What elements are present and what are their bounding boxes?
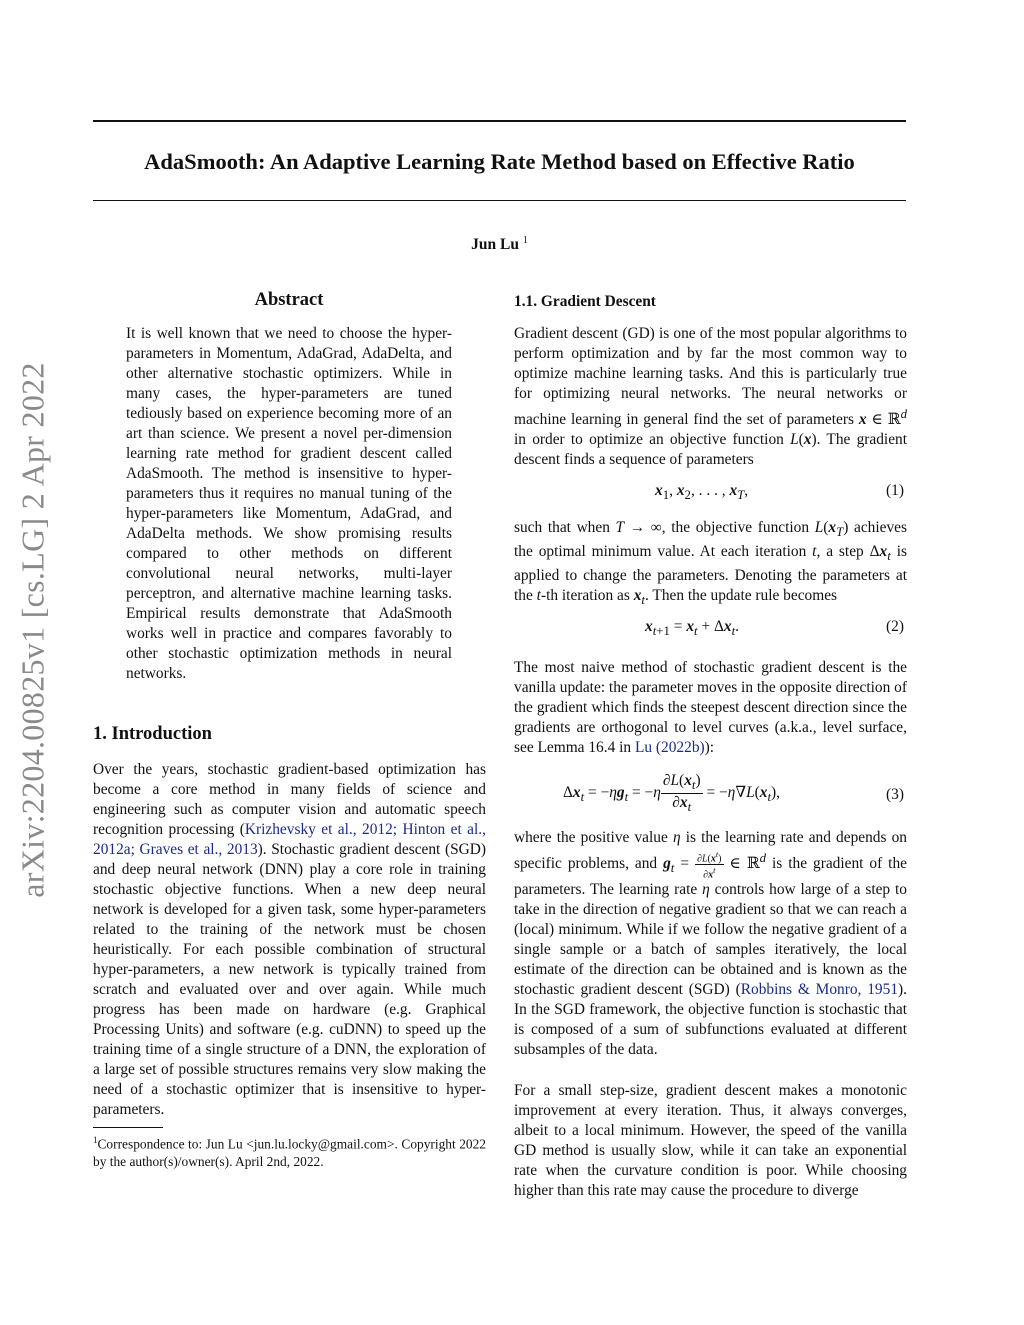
abstract-text xyxy=(126,324,452,684)
equation-3-number: (3) xyxy=(886,786,904,803)
footnote xyxy=(93,1131,486,1171)
gd-paragraph-1: Gradient descent (GD) is one of the most popular algorithms to perform optimization and by far the most common way to optimize machine learning tasks. And this is particularly true for optimizing neural networks. The neural networks or machine learning in general find the set of parameters x ∈ ℝ$^d$ in order to optimize an objective function L(x). The gradient descent finds a sequence of parameters xyxy=(514,325,908,469)
arxiv-identifier: arXiv:2204.00825v1 [cs.LG] 2 Apr 2022 xyxy=(14,362,51,898)
paper-title: AdaSmooth: An Adaptive Learning Rate Method based on Effective Ratio xyxy=(144,149,855,174)
abstract-paragraph: It is well known that we need to choose the hyper-parameters in Momentum, AdaGrad, AdaDelta, and other alternative stochastic optimizers. While in many cases, the hyper-parameters are tuned tediously based on experience becoming more of an art than science. We present a novel per-dimension learning rate method for gradient descent called AdaSmooth. The method is insensitive to hyper-parameters thus it requires no manual tuning of the hyper-parameters like Momentum, AdaGrad, and AdaDelta methods. We show promising results compared to other methods on different convolutional neural networks, multi-layer perceptron, and alternative machine learning tasks. Empirical results demonstrate that AdaSmooth works well in practice and compares favorably to other stochastic optimization methods in neural networks. xyxy=(126,325,452,682)
introduction-text xyxy=(93,760,486,1120)
footnote-divider xyxy=(93,1127,163,1128)
introduction-heading: 1. Introduction xyxy=(93,724,212,744)
equation-3: $\Delta x_t = -\eta g_t = -\eta$ $\frac{\partial L(x_t)}{\partial x_t}$ = $-\eta\nabla L(x_t)$, xyxy=(563,772,781,815)
author-line xyxy=(93,236,906,254)
gd-paragraph-4: where the positive value η is the learning rate and depends on specific problems, and $g_t$ = $\frac{\partial L(x^t)}{\partial x^t}$ ∈ ℝ$^d$ is the gradient of the parameters. The learning rate η controls how large of a step to take in the direction of negative gradient so that we can reach a (local) minimum. While if we follow the negative gradient of a single sample or a batch of samples iteratively, the local estimate of the direction can be obtained and is known as the stochastic gradient descent (SGD) (Robbins & Monro, 1951). In the SGD framework, the objective function is stochastic that is composed of a sum of subfunctions evaluated at different subsamples of the data. xyxy=(514,829,907,1059)
title-bottom-rule xyxy=(93,200,906,201)
citation-link[interactable]: Lu (2022b) xyxy=(634,739,705,756)
footnote-text: Correspondence to: Jun Lu <jun.lu.locky@gmail.com>. Copyright 2022 by the author(s)/owner(s). April 2nd, 2022. xyxy=(93,1136,486,1170)
gd-paragraph-3: The most naive method of stochastic gradient descent is the vanilla update: the parameter moves in the opposite direction of the gradient which finds the steepest descent direction since the gradients are orthogonal to level curves (a.k.a., level surface, see Lemma 16.4 in Lu (2022b)): xyxy=(514,659,907,756)
citation-link[interactable]: Robbins & Monro, 1951 xyxy=(740,981,899,999)
title-top-rule xyxy=(93,120,906,122)
footnote-mark: 1 xyxy=(93,1135,98,1145)
citation-link[interactable]: Krizhevsky et al., 2012; Hinton et al., 2012a; Graves et al., 2013 xyxy=(93,821,486,858)
author-name: Jun Lu xyxy=(471,236,519,253)
equation-1-number: (1) xyxy=(886,482,904,499)
equation-1: $x_1$, $x_2$, . . . , $x_T$, xyxy=(655,482,749,503)
author-affiliation-mark: 1 xyxy=(522,235,528,246)
abstract-heading: Abstract xyxy=(254,290,324,310)
gradient-descent-heading: 1.1. Gradient Descent xyxy=(514,293,656,310)
gd-paragraph-5: For a small step-size, gradient descent makes a monotonic improvement at every iteration. Thus, it always converges, albeit to a local minimum. However, the speed of the vanilla GD method is usually slow, while it can take an exponential rate when the curvature condition is poor. While choosing higher than this rate may cause the procedure to diverge xyxy=(514,1082,907,1199)
equation-2-number: (2) xyxy=(886,618,904,635)
gd-paragraph-2: such that when T → ∞, the objective function $L(x_T)$ achieves the optimal minimum value. At each iteration t, a step $\Delta x_t$ is applied to change the parameters. Denoting the parameters at the t-th iteration as $x_t$. Then the update rule becomes xyxy=(514,519,907,608)
equation-2: $x_{t+1} = x_t + \Delta x_t$. xyxy=(645,618,740,639)
introduction-paragraph: Over the years, stochastic gradient-based optimization has become a core method in many fields of science and engineering such as computer vision and automatic speech recognition processing (Krizhevsky et al., 2012; Hinton et al., 2012a; Graves et al., 2013). Stochastic gradient descent (SGD) and deep neural network (DNN) play a core role in training stochastic objective functions. When a new deep neural network is developed for a given task, some hyper-parameters related to the training of the network must be chosen heuristically. For each possible combination of structural hyper-parameters, a new network is typically trained from scratch and evaluated over and over again. While much progress has been made on hardware (e.g. Graphical Processing Units) and software (e.g. cuDNN) to speed up the training time of a single structure of a DNN, the exploration of a large set of possible structures remains very slow making the need of a stochastic optimizer that is insensitive to hyper-parameters. xyxy=(93,761,486,1118)
